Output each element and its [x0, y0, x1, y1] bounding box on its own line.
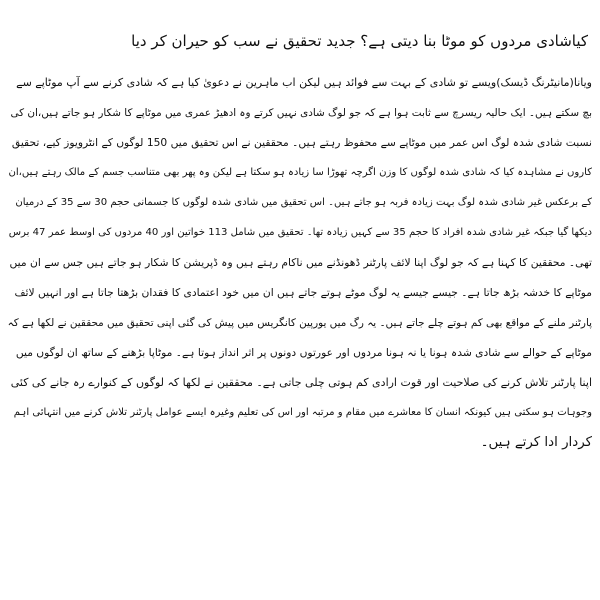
- article-body: [6, 68, 592, 458]
- article-line: پارٹنر ملنے کے مواقع بھی کم ہوتے چلے جاتے ہیں۔ یہ رگ میں یورپین کانگریس میں پیش کی گئی اپنی تحقیق میں محققین نے لکھا ہے کہ: [7, 317, 592, 329]
- article-line: کردار ادا کرتے ہیں۔: [480, 435, 592, 450]
- article-line: بچ سکتے ہیں۔ ایک حالیہ ریسرچ سے ثابت ہوا ہے کہ جو لوگ شادی نہیں کرتے وہ ادھیڑ عمری میں موٹاپے کا شکار ہو جاتے ہیں،ان کی: [10, 107, 592, 119]
- article-line: تھی۔ محققین کا کہنا ہے کہ جو لوگ اپنا لائف پارٹنر ڈھونڈنے میں ناکام رہتے ہیں وہ ڈپریشن کا شکار ہو جاتے ہیں جس سے ان میں: [9, 256, 592, 269]
- article-line: اپنا پارٹنر تلاش کرنے کی صلاحیت اور قوت ارادی کم ہوتی چلی جاتی ہے۔ محققین نے لکھا کہ لوگوں کے کنوارے رہ جانے کی کئی: [10, 376, 592, 389]
- article-headline: کیاشادی مردوں کو موٹا بنا دیتی ہے؟ جدید تحقیق نے سب کو حیران کر دیا: [131, 32, 588, 50]
- article-line: وجوہات ہو سکتی ہیں کیونکہ انسان کا معاشرے میں مقام و مرتبہ اور اس کی تعلیم وغیرہ ایسے عوامل پارٹنر تلاش کرنے میں انتہائی اہم: [13, 407, 592, 418]
- article-line: کاروں نے مشاہدہ کیا کہ شادی شدہ لوگوں کا وزن اگرچہ تھوڑا سا زیادہ ہو سکتا ہے لیکن وہ پھر بھی متناسب جسم کے مالک رہتے ہیں،ان: [8, 167, 592, 178]
- article-line: موٹاپے کا خدشہ بڑھ جاتا ہے۔ جیسے جیسے یہ لوگ موٹے ہوتے جاتے ہیں ان میں خود اعتمادی کا فقدان بڑھتا جاتا ہے اور انہیں لائف: [14, 286, 592, 299]
- article-line: ویانا(مانیٹرنگ ڈیسک)ویسے تو شادی کے بہت سے فوائد ہیں لیکن اب ماہرین نے دعویٰ کیا ہے کہ شادی کرنے سے آپ موٹاپے سے: [16, 76, 592, 89]
- article-line: کے برعکس غیر شادی شدہ لوگ بہت زیادہ فربہ ہو جاتے ہیں۔ اس تحقیق میں شادی شدہ لوگوں کا جسمانی حجم 30 سے 35 کے درمیان: [15, 197, 592, 208]
- article-line: نسبت شادی شدہ لوگ اس عمر میں موٹاپے سے محفوظ رہتے ہیں۔ محققین نے اس تحقیق میں 150 لوگوں کے انٹرویوز کیے، تحقیق: [11, 136, 592, 149]
- article-line: موٹاپے کے حوالے سے شادی شدہ ہونا یا نہ ہونا مردوں اور عورتوں دونوں پر اثر انداز ہوتا ہے۔ موٹاپا بڑھنے کے ساتھ ان لوگوں میں: [15, 346, 592, 359]
- article-line: دیکھا گیا جبکہ غیر شادی شدہ افراد کا حجم 35 سے کہیں زیادہ تھا۔ تحقیق میں شامل 113 خواتین اور 40 مردوں کی اوسط عمر 47 برس: [8, 227, 592, 238]
